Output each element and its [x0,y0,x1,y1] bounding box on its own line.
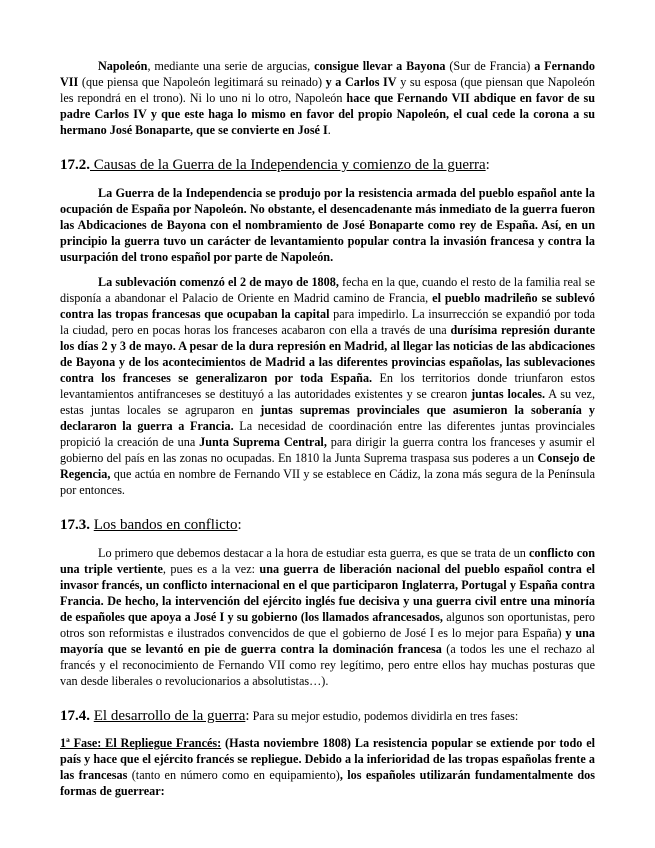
paragraph-causas [60,185,595,265]
text-run: y su esposa (que piensan que Napoleón les repondrá en el trono). Ni lo uno ni lo otro, Napoleón [60,75,595,105]
bold-text-run: a Fernando VII [60,59,595,89]
bold-text-run: La Guerra de la Independencia se produjo por la resistencia armada del pueblo español ante la ocupación de España por Napoleón. No obstante, el desencadenante más inmediato de la guerra fueron las Abdicaciones de Bayona con el nombramiento de José Bonaparte como rey de España. Así, en un principio la guerra tuvo un carácter de levantamiento popular contra la invasión francesa y contra la usurpación del trono español por parte de Napoleón. [60,186,595,264]
text-run: (que piensa que Napoleón legitimará su reinado) [78,75,326,89]
text-run: algunos son oportunistas, pero otros son reformistas e ilustrados convencidos de que el gobierno de José I es lo mejor para España) [60,610,595,640]
bold-text-run: el pueblo madrileño se sublevó contra las tropas francesas que ocupaban la capital [60,291,595,321]
bold-text-run: , los españoles utilizarán fundamentalmente dos formas de guerrear: [60,768,596,798]
heading-17-2-colon: : [485,157,490,173]
heading-17-3 [60,516,595,535]
text-run: , pues es a la vez: [162,562,260,576]
bold-text-run: y una mayoría que se levantó en pie de guerra contra la dominación francesa [60,626,595,656]
heading-17-3-colon: : [237,517,242,533]
paragraph-napoleon-bayona [60,58,595,138]
bold-text-run: consigue llevar a Bayona [314,59,446,73]
bold-text-run: 1ª Fase: El Repliegue Francés: [60,736,222,750]
text-run: para dirigir la guerra contra los franceses y asumir el gobierno del país en las zonas no ocupadas. En 1810 la Junta Suprema traspasa sus poderes a un [60,435,596,465]
bold-text-run: Consejo de Regencia, [60,451,595,481]
heading-17-2-number: 17.2. [60,157,90,173]
bold-text-run: Napoleón [98,59,148,73]
text-run: En los territorios donde triunfaron estos levantamientos antifranceses se destituyó a las autoridades existentes y se crearon [60,371,595,401]
heading-17-2 [60,156,595,175]
text-run: A su vez, estas juntas locales se agruparon en [60,387,595,417]
paragraph-fase-1 [60,735,595,799]
text-run: , mediante una serie de argucias, [147,59,315,73]
bold-text-run: durísima represión durante los días 2 y 3 de mayo. A pesar de la dura represión en Madrid, al llegar las noticias de las abdicaciones de Bayona y de los acontecimientos de Madrid a las diferentes provincias españolas, las sublevaciones contra los franceses se generalizaron por toda España. [60,323,595,385]
bold-text-run: La sublevación comenzó el 2 de mayo de 1808, [98,275,339,289]
text-run: . [327,123,331,137]
paragraph-bandos [60,545,595,689]
text-run: fecha en la que, cuando el resto de la familia real se disponía a abandonar el Palacio de Oriente en Madrid camino de Francia, [60,275,595,305]
heading-17-3-title: Los bandos en conflicto [93,517,238,533]
heading-17-4-intro: Para su mejor estudio, podemos dividirla en tres fases: [249,709,519,723]
heading-17-3-number: 17.3. [60,517,90,533]
text-run: (tanto en número como en equipamiento) [127,768,340,782]
heading-17-4-title: El desarrollo de la guerra [93,708,246,724]
bold-text-run: juntas supremas provinciales que asumieron la soberanía y declararon la guerra a Francia. [60,403,596,433]
bold-text-run: y a Carlos IV [325,75,397,89]
text-run: La necesidad de coordinación entre las diferentes juntas provinciales propició la creación de una [60,419,595,449]
bold-text-run: hace que Fernando VII abdique en favor de su padre Carlos IV y que este haga lo mismo en favor del propio Napoleón, el cual cede la corona a su hermano José Bonaparte, que se convierte en José I [60,91,596,137]
paragraph-sublevacion [60,274,595,498]
heading-17-4-number: 17.4. [60,708,90,724]
bold-text-run: (Hasta noviembre 1808) La resistencia popular se extiende por todo el país y hace que el ejército francés se repliegue. Debido a la inferioridad de las tropas españolas frente a las francesas [60,736,595,782]
text-run: Lo primero que debemos destacar a la hora de estudiar esta guerra, es que se trata de un [98,546,529,560]
heading-17-4 [60,707,595,726]
bold-text-run: Junta Suprema Central, [199,435,327,449]
bold-text-run: conflicto con una triple vertiente [60,546,595,576]
bold-text-run: una guerra de liberación nacional del pueblo español contra el invasor francés, un conflicto internacional en el que participaron Inglaterra, Portugal y España contra Francia. De hecho, la intervención del ejército inglés fue decisiva y una guerra civil entre una minoría de españoles que apoya a José I y su gobierno (los llamados afrancesados, [60,562,596,624]
text-run: (Sur de Francia) [445,59,535,73]
text-run: para impedirlo. La insurrección se expandió por toda la ciudad, pero en pocas horas los franceses acabaron con ella a través de una [60,307,595,337]
bold-text-run: juntas locales. [471,387,546,401]
heading-17-4-colon: : [245,708,250,724]
heading-17-2-title: Causas de la Guerra de la Independencia y comienzo de la guerra [90,157,486,173]
text-run: que actúa en nombre de Fernando VII y se establece en Cádiz, la zona más segura de la Península por entonces. [60,467,595,497]
text-run: (a todos les une el rechazo al francés y el reconocimiento de Fernando VII como rey legítimo, pero entre ellos hay muchas posturas que van desde liberales o revolucionarios a absolutistas…). [60,642,595,688]
document-page [60,58,595,799]
